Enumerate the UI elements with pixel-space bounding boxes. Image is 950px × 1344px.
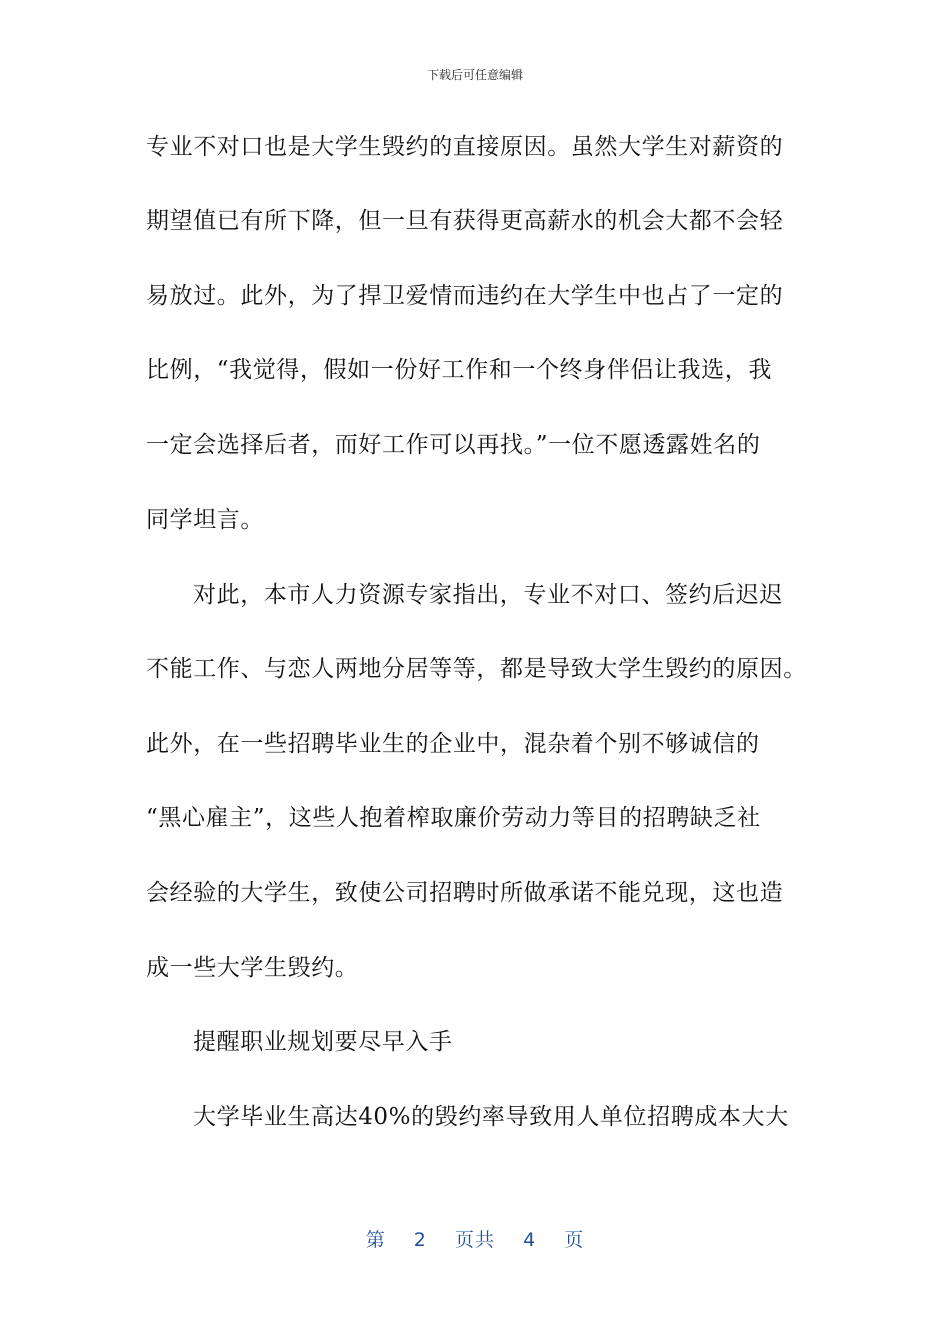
text-line-6: 同学坦言。 xyxy=(146,507,264,533)
page-current: 2 xyxy=(413,1229,427,1251)
text-line-3: 易放过。此外，为了捍卫爱情而违约在大学生中也占了一定的 xyxy=(146,283,784,309)
text-line-12: 成一些大学生毁约。 xyxy=(146,955,359,981)
text-line-14: 大学毕业生高达40%的毁约率导致用人单位招聘成本大大 xyxy=(193,1104,789,1130)
text-line-7: 对此，本市人力资源专家指出，专业不对口、签约后迟迟 xyxy=(193,582,783,608)
page-middle: 页共 xyxy=(454,1229,495,1251)
page-prefix: 第 xyxy=(365,1229,386,1251)
text-line-4: 比例，“我觉得，假如一份好工作和一个终身伴侣让我选，我 xyxy=(146,357,772,383)
section-heading: 提醒职业规划要尽早入手 xyxy=(193,1029,453,1055)
text-line-9: 此外，在一些招聘毕业生的企业中，混杂着个别不够诚信的 xyxy=(146,731,760,757)
text-line-2: 期望值已有所下降，但一旦有获得更高薪水的机会大都不会轻 xyxy=(146,208,784,234)
page-total: 4 xyxy=(523,1229,537,1251)
header-note: 下载后可任意编辑 xyxy=(426,68,523,82)
page-footer xyxy=(0,1225,950,1252)
text-line-10: “黑心雇主”，这些人抱着榨取廉价劳动力等目的招聘缺乏社 xyxy=(146,805,761,831)
text-line-1: 专业不对口也是大学生毁约的直接原因。虽然大学生对薪资的 xyxy=(146,134,784,160)
text-line-5: 一定会选择后者，而好工作可以再找。”一位不愿透露姓名的 xyxy=(146,432,761,458)
text-line-8: 不能工作、与恋人两地分居等等，都是导致大学生毁约的原因。 xyxy=(146,656,807,682)
text-line-11: 会经验的大学生，致使公司招聘时所做承诺不能兑现，这也造 xyxy=(146,880,784,906)
page-suffix: 页 xyxy=(564,1229,585,1251)
